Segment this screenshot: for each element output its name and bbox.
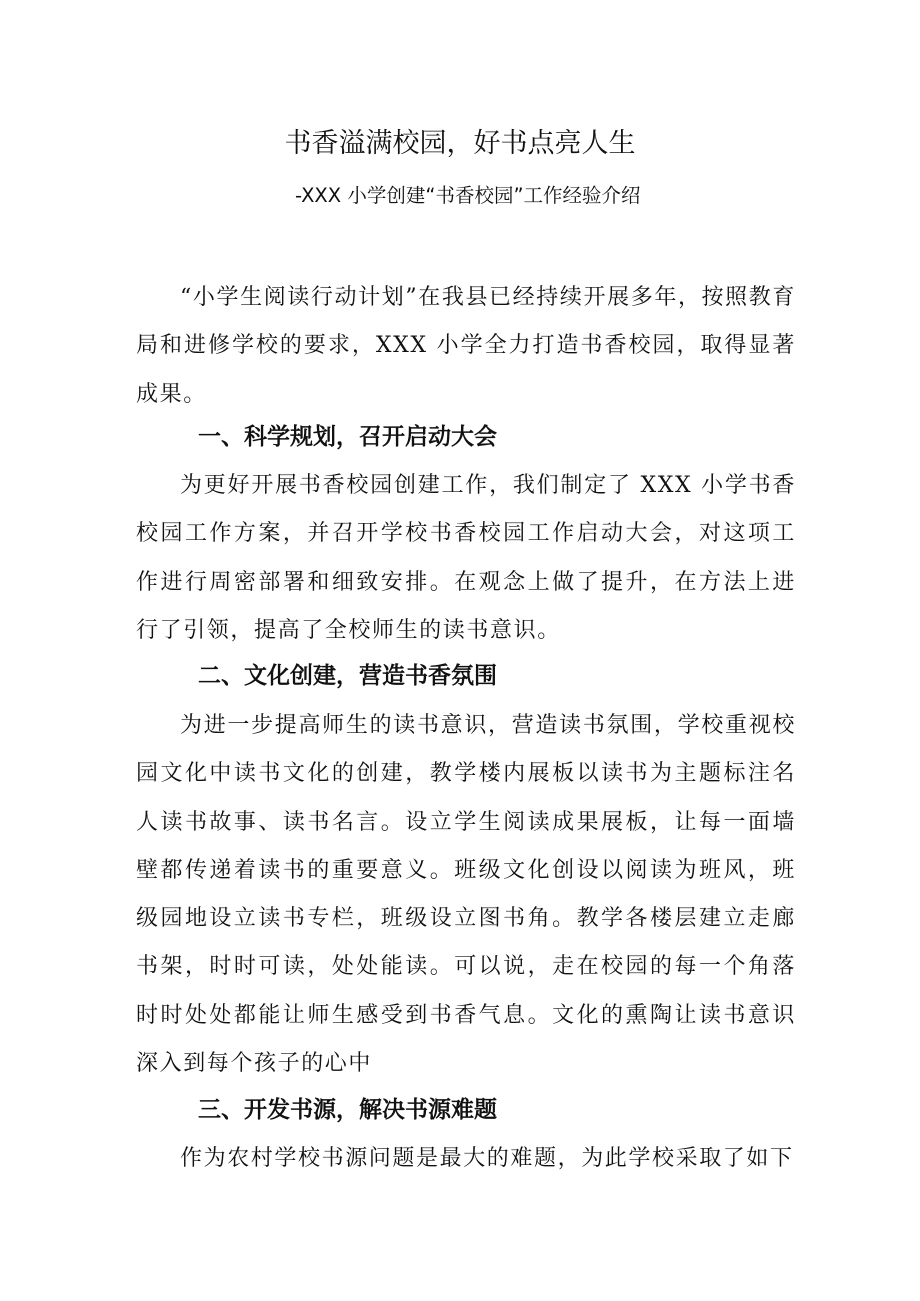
intro-paragraph: “小学生阅读行动计划”在我县已经持续开展多年，按照教育局和进修学校的要求，XXX 小学全力打造书香校园，取得显著成果。 [136, 285, 796, 407]
document-subtitle: -XXX 小学创建“书香校园”工作经验介绍 [295, 184, 641, 207]
section-heading-2: 二、文化创建，营造书香氛围 [198, 663, 497, 689]
section-body-3: 作为农村学校书源问题是最大的难题，为此学校采取了如下 [180, 1146, 794, 1171]
document-title: 书香溢满校园，好书点亮人生 [284, 128, 636, 159]
section-body-2: 为进一步提高师生的读书意识，营造读书氛围，学校重视校园文化中读书文化的创建，教学楼内展板以读书为主题标注名人读书故事、读书名言。设立学生阅读成果展板，让每一面墙壁都传递着读书的重要意义。班级文化创设以阅读为班风，班级园地设立读书专栏，班级设立图书角。教学各楼层建立走廊书架，时时可读，处处能读。可以说，走在校园的每一个角落时时处处都能让师生感受到书香气息。文化的熏陶让读书意识深入到每个孩子的心中 [136, 713, 796, 1077]
section-heading-1: 一、科学规划，召开启动大会 [198, 424, 497, 450]
section-heading-3: 三、开发书源，解决书源难题 [198, 1097, 497, 1123]
section-body-1: 为更好开展书香校园创建工作，我们制定了 XXX 小学书香校园工作方案，并召开学校书香校园工作启动大会，对这项工作进行周密部署和细致安排。在观念上做了提升，在方法上进行了引领，提高了全校师生的读书意识。 [136, 473, 796, 643]
